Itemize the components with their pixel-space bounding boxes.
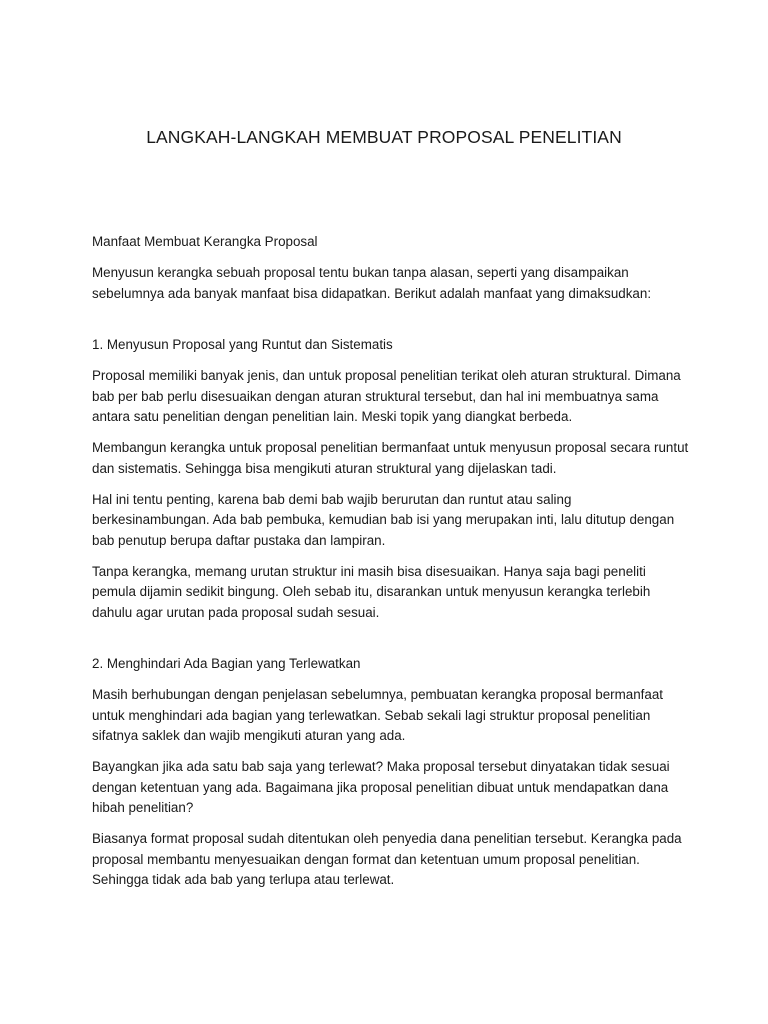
section-heading-1: 1. Menyusun Proposal yang Runtut dan Sistematis [92,337,393,352]
intro-paragraph: Menyusun kerangka sebuah proposal tentu bukan tanpa alasan, seperti yang disampaikan sebelumnya ada banyak manfaat bisa didapatkan. Berikut adalah manfaat yang dimaksudkan: [92,265,652,301]
section-2-paragraph-1: Masih berhubungan dengan penjelasan sebelumnya, pembuatan kerangka proposal bermanfaat untuk menghindari ada bagian yang terlewatkan. Sebab sekali lagi struktur proposal penelitian sifatnya saklek dan wajib mengikuti aturan yang ada. [92,687,663,743]
document-body [92,232,692,901]
section-1-paragraph-3: Hal ini tentu penting, karena bab demi bab wajib berurutan dan runtut atau saling berkesinambungan. Ada bab pembuka, kemudian bab isi yang merupakan inti, lalu ditutup dengan bab penutup berupa daftar pustaka dan lampiran. [92,491,675,548]
document-title: LANGKAH-LANGKAH MEMBUAT PROPOSAL PENELITIAN [146,127,622,147]
section-2-paragraph-2: Bayangkan jika ada satu bab saja yang terlewat? Maka proposal tersebut dinyatakan tidak sesuai dengan ketentuan yang ada. Bagaimana jika proposal penelitian dibuat untuk mendapatkan dana hibah penelitian? [92,759,670,815]
section-1-paragraph-2: Membangun kerangka untuk proposal penelitian bermanfaat untuk menyusun proposal secara runtut dan sistematis. Sehingga bisa mengikuti aturan struktural yang dijelaskan tadi. [92,440,689,476]
section-2-paragraph-3: Biasanya format proposal sudah ditentukan oleh penyedia dana penelitian tersebut. Kerangka pada proposal membantu menyesuaikan dengan format dan ketentuan umum proposal penelitian. Sehingga tidak ada bab yang terlupa atau terlewat. [92,831,682,887]
section-heading-2: 2. Menghindari Ada Bagian yang Terlewatkan [92,656,361,671]
intro-heading: Manfaat Membuat Kerangka Proposal [92,234,318,249]
section-1-paragraph-4: Tanpa kerangka, memang urutan struktur ini masih bisa disesuaikan. Hanya saja bagi peneliti pemula dijamin sedikit bingung. Oleh sebab itu, disarankan untuk menyusun kerangka terlebih dahulu agar urutan pada proposal sudah sesuai. [92,563,651,620]
section-1-paragraph-1: Proposal memiliki banyak jenis, dan untuk proposal penelitian terikat oleh aturan struktural. Dimana bab per bab perlu disesuaikan dengan aturan struktural tersebut, dan hal ini membuatnya sama antara satu penelitian dengan penelitian lain. Meski topik yang diangkat berbeda. [92,368,681,424]
